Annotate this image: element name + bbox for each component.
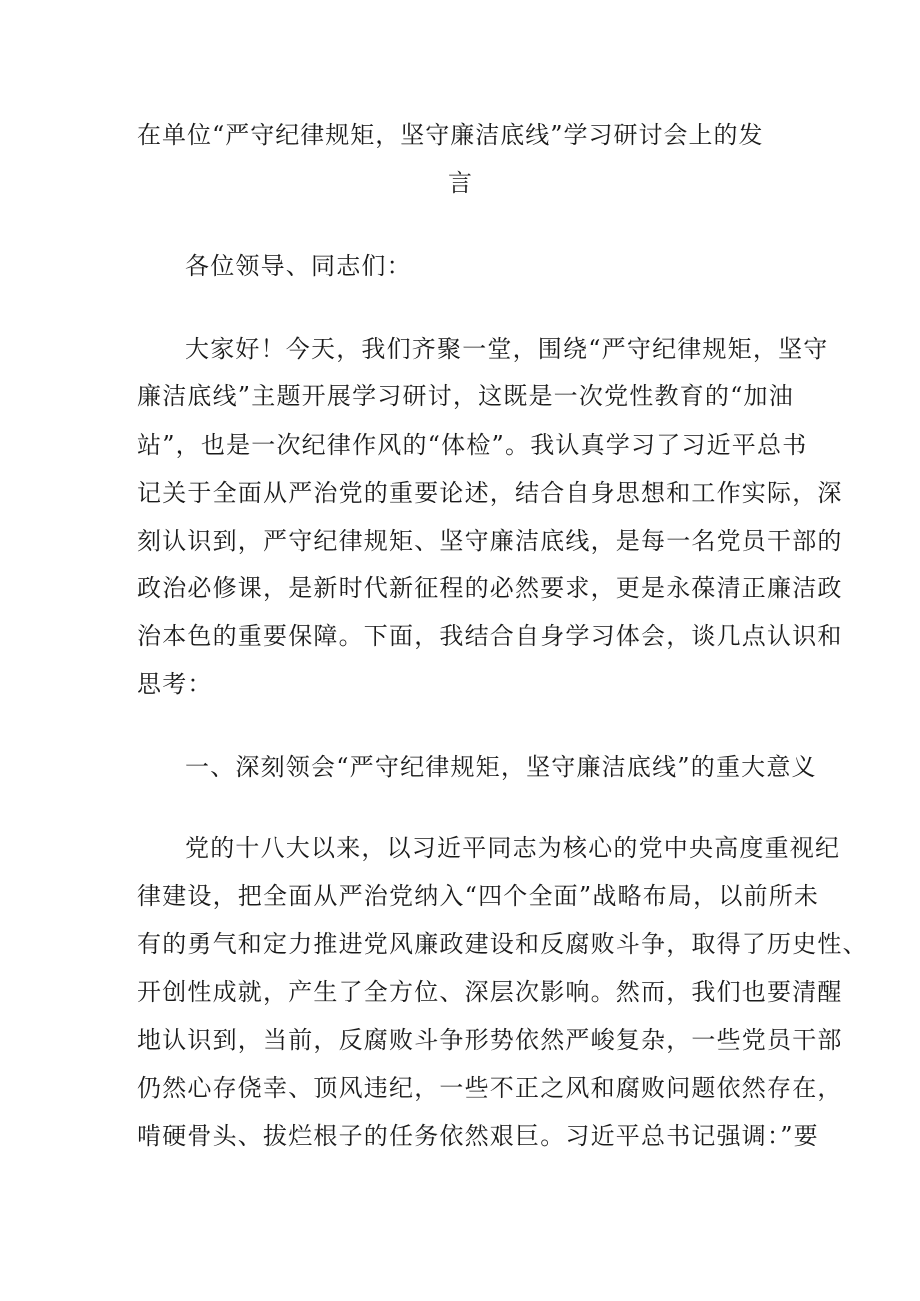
paragraph-1-line: 站”，也是一次纪律作风的“体检”。我认真学习了习近平总书 [137, 431, 808, 459]
paragraph-2-line: 开创性成就，产生了全方位、深层次影响。然而，我们也要清醒 [137, 978, 843, 1006]
paragraph-1-line: 大家好！今天，我们齐聚一堂，围绕“严守纪律规矩，坚守 [185, 335, 829, 363]
document-title-line-1: 在单位“严守纪律规矩，坚守廉洁底线”学习研讨会上的发 [137, 121, 764, 149]
paragraph-2-line: 地认识到，当前，反腐败斗争形势依然严峻复杂，一些党员干部 [137, 1026, 843, 1054]
paragraph-1-line: 治本色的重要保障。下面，我结合自身学习体会，谈几点认识和 [137, 622, 843, 650]
paragraph-2-line: 党的十八大以来，以习近平同志为核心的党中央高度重视纪 [185, 834, 841, 862]
paragraph-2-line: 律建设，把全面从严治党纳入“四个全面”战略布局，以前所未 [137, 882, 820, 910]
paragraph-1-line: 思考： [137, 670, 213, 698]
greeting: 各位领导、同志们： [185, 252, 412, 280]
paragraph-1-line: 刻认识到，严守纪律规矩、坚守廉洁底线，是每一名党员干部的 [137, 527, 843, 555]
paragraph-2-line: 有的勇气和定力推进党风廉政建设和反腐败斗争，取得了历史性、 [137, 930, 868, 958]
paragraph-2-line: 啃硬骨头、拔烂根子的任务依然艰巨。习近平总书记强调：”要 [137, 1122, 819, 1150]
paragraph-1-line: 记关于全面从严治党的重要论述，结合自身思想和工作实际，深 [137, 479, 843, 507]
document-title-line-2: 言 [448, 169, 472, 197]
section-heading: 一、深刻领会“严守纪律规矩，坚守廉洁底线”的重大意义 [185, 753, 817, 781]
paragraph-2-line: 仍然心存侥幸、顶风违纪，一些不正之风和腐败问题依然存在， [137, 1074, 843, 1102]
paragraph-1-line: 廉洁底线”主题开展学习研讨，这既是一次党性教育的“加油 [137, 382, 794, 410]
paragraph-1-line: 政治必修课，是新时代新征程的必然要求，更是永葆清正廉洁政 [137, 574, 843, 602]
